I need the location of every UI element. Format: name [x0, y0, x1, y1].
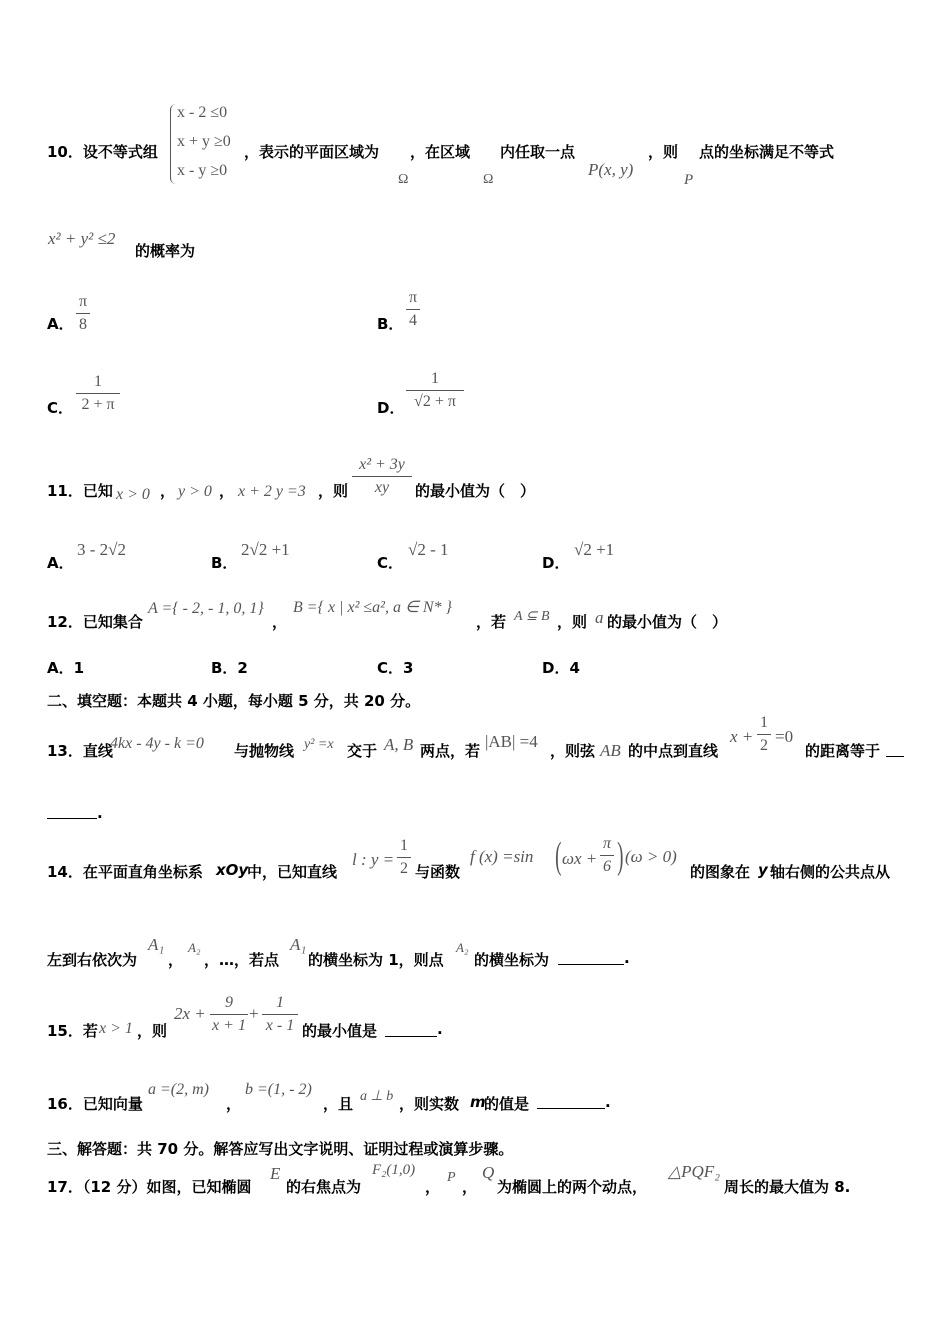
- q13-chord: AB: [600, 741, 621, 760]
- q12-option-a: A．1: [47, 659, 85, 677]
- q11-tail: 的最小值为（ ）: [415, 482, 536, 500]
- q12-option-d: D．4: [542, 659, 580, 677]
- q14-function: f (x) =sin: [470, 847, 534, 866]
- q16-perp: a ⊥ b: [360, 1089, 394, 1104]
- q14-text-8: 的横坐标为: [474, 951, 550, 969]
- q10-point-p: P: [684, 172, 694, 188]
- q14-a2-ref: A₂: [456, 940, 469, 955]
- q10-option-c-value: 1 2 + π: [76, 372, 120, 415]
- q16-answer-blank[interactable]: [537, 1096, 605, 1109]
- q10-text-4: ，则: [648, 143, 679, 161]
- q13-text-4: ，则弦: [550, 742, 596, 760]
- q14-answer-blank[interactable]: [558, 952, 624, 965]
- q13-text-2: 交于: [347, 742, 378, 760]
- q13-line-x: x +: [730, 727, 754, 746]
- q10-option-b-label: B．: [377, 315, 404, 333]
- q11-number: 11．已知: [47, 482, 113, 500]
- q10-option-a-value: π 8: [76, 292, 90, 335]
- q12-text-3: 的最小值为（ ）: [607, 613, 728, 631]
- q11-cond-3: x + 2 y =3: [238, 483, 306, 500]
- q13-answer-blank-2[interactable]: [47, 806, 97, 819]
- q13-chord-length: |AB| =4: [485, 732, 538, 751]
- q14-line-fraction: 1 2: [397, 836, 411, 879]
- q13-parabola: y² =x: [304, 737, 334, 752]
- q11-cond-1: x > 0: [116, 486, 150, 503]
- q13-line-eq: =0: [775, 727, 794, 746]
- q10-option-d-label: D．: [377, 399, 405, 417]
- q14-text-1: 中，已知直线: [247, 863, 338, 881]
- q15-text-1: ，则: [137, 1022, 168, 1040]
- q14-line: l : y =: [352, 850, 395, 869]
- q16-comma: ，: [226, 1095, 242, 1113]
- q17-text-3: 周长的最大值为 8.: [724, 1178, 851, 1196]
- q14-text-6: ，…，若点: [204, 951, 280, 969]
- q10-option-b-value: π 4: [406, 288, 420, 331]
- q14-number: 14．在平面直角坐标系: [47, 863, 203, 881]
- q16-number: 16．已知向量: [47, 1095, 143, 1113]
- q11-option-d-value: √2 +1: [574, 540, 615, 559]
- q14-comma-1: ，: [168, 951, 184, 969]
- q14-a1-ref: A₁: [290, 935, 307, 954]
- q14-paren-left: (: [555, 835, 562, 877]
- section-solution-heading: 三、解答题：共 70 分。解答应写出文字说明、证明过程或演算步骤。: [47, 1140, 514, 1158]
- q15-answer-blank[interactable]: [385, 1024, 437, 1037]
- q11-option-c-label: C．: [377, 554, 404, 572]
- q17-triangle: △PQF₂: [668, 1162, 721, 1181]
- q13-period: .: [97, 804, 103, 822]
- q12-condition: A ⊆ B: [514, 609, 550, 624]
- q10-ineq-1: x - 2 ≤0: [177, 104, 228, 121]
- q11-option-a-label: A．: [47, 554, 74, 572]
- q14-xoy: xOy: [216, 861, 249, 879]
- q10-text-1: ，表示的平面区域为: [244, 143, 380, 161]
- q14-text-7: 的横坐标为 1，则点: [308, 951, 444, 969]
- q10-point-pxy: P(x, y): [588, 160, 634, 179]
- q12-text-2: ，则: [557, 613, 588, 631]
- q12-comma: ，: [272, 613, 288, 631]
- q12-text-1: ，若: [476, 613, 507, 631]
- q14-omega-x: ωx +: [562, 849, 598, 868]
- q10-text-5: 点的坐标满足不等式: [699, 143, 835, 161]
- q12-set-a: A ={ - 2, - 1, 0, 1}: [148, 600, 264, 617]
- q17-comma-1: ，: [425, 1178, 441, 1196]
- q14-period: .: [624, 949, 630, 967]
- q14-omega-cond: (ω > 0): [625, 847, 677, 866]
- q14-a2: A₂: [188, 940, 201, 955]
- q10-number: 10．设不等式组: [47, 143, 158, 161]
- q10-system-brace: [170, 104, 177, 184]
- q16-period: .: [605, 1093, 611, 1111]
- q16-text-2: ，则实数: [399, 1095, 460, 1113]
- q14-text-3: 的图象在: [690, 863, 751, 881]
- q14-pi-fraction: π 6: [600, 834, 614, 877]
- q11-cond-2: y > 0: [178, 483, 212, 500]
- q10-text-2: ，在区域: [410, 143, 471, 161]
- q13-number: 13．直线: [47, 742, 113, 760]
- q10-option-a-label: A．: [47, 315, 74, 333]
- q11-option-b-value: 2√2 +1: [241, 540, 290, 559]
- q15-fraction-2: 1 x - 1: [262, 993, 298, 1036]
- q10-ineq-2: x + y ≥0: [177, 133, 231, 150]
- q11-option-b-label: B．: [211, 554, 238, 572]
- q16-text-3: 的值是: [484, 1095, 530, 1113]
- q11-option-c-value: √2 - 1: [408, 540, 449, 559]
- q12-var-a: a: [595, 608, 604, 627]
- q11-text-then: ，则: [318, 482, 349, 500]
- q14-text-4: 轴右侧的公共点从: [770, 863, 891, 881]
- q13-text-5: 的中点到直线: [628, 742, 719, 760]
- q13-line: 4kx - 4y - k =0: [110, 735, 204, 752]
- q17-number: 17．（12 分）如图，已知椭圆: [47, 1178, 252, 1196]
- q17-point-q: Q: [482, 1163, 495, 1182]
- q14-text-2: 与函数: [415, 863, 461, 881]
- q13-answer-blank-1[interactable]: [886, 744, 904, 757]
- q13-text-1: 与抛物线: [234, 742, 295, 760]
- q16-vector-b: b =(1, - 2): [245, 1081, 312, 1098]
- q12-number: 12．已知集合: [47, 613, 143, 631]
- q10-option-d-value: 1 √2 + π: [406, 369, 464, 412]
- q16-text-1: ，且: [323, 1095, 354, 1113]
- q14-text-5: 左到右依次为: [47, 951, 138, 969]
- q13-text-3: 两点，若: [420, 742, 481, 760]
- q15-expr-1: 2x +: [174, 1004, 206, 1023]
- q15-number: 15．若: [47, 1022, 98, 1040]
- q17-comma-2: ，: [462, 1178, 478, 1196]
- q13-points-ab: A, B: [384, 735, 414, 754]
- q10-option-c-label: C．: [47, 399, 74, 417]
- q15-plus: +: [249, 1004, 259, 1023]
- q10-text-6: 的概率为: [135, 242, 196, 260]
- section-fill-in-heading: 二、填空题：本题共 4 小题，每小题 5 分，共 20 分。: [47, 692, 421, 710]
- q11-comma-2: ，: [219, 482, 235, 500]
- q13-text-6: 的距离等于: [805, 742, 881, 760]
- q10-text-3: 内任取一点: [500, 143, 576, 161]
- q10-inequality: x² + y² ≤2: [48, 229, 116, 248]
- q12-option-b: B．2: [211, 659, 248, 677]
- q14-y: y: [758, 861, 768, 879]
- q15-condition: x > 1: [99, 1020, 133, 1037]
- q17-point-p: P: [447, 1170, 456, 1185]
- q14-paren-right: ): [617, 835, 624, 877]
- q15-fraction-1: 9 x + 1: [210, 993, 248, 1036]
- q11-fraction: x² + 3y xy: [352, 455, 412, 498]
- q13-line-fraction: 1 2: [757, 713, 771, 756]
- q11-option-a-value: 3 - 2√2: [77, 540, 126, 559]
- q15-period: .: [437, 1020, 443, 1038]
- q16-m: m: [470, 1093, 486, 1111]
- q17-ellipse-e: E: [270, 1164, 281, 1183]
- q12-option-c: C．3: [377, 659, 414, 677]
- q10-omega-1: Ω: [398, 172, 409, 187]
- q17-text-2: 为椭圆上的两个动点，: [497, 1178, 648, 1196]
- q12-set-b: B ={ x | x² ≤a², a ∈ N* }: [293, 599, 452, 616]
- q10-omega-2: Ω: [483, 172, 494, 187]
- q11-option-d-label: D．: [542, 554, 570, 572]
- q14-a1: A₁: [148, 935, 165, 954]
- q17-text-1: 的右焦点为: [286, 1178, 362, 1196]
- q11-comma-1: ，: [160, 482, 176, 500]
- q10-ineq-3: x - y ≥0: [177, 162, 228, 179]
- q15-text-2: 的最小值是: [302, 1022, 378, 1040]
- q16-vector-a: a =(2, m): [148, 1081, 210, 1098]
- q17-focus: F₂(1,0): [372, 1162, 416, 1178]
